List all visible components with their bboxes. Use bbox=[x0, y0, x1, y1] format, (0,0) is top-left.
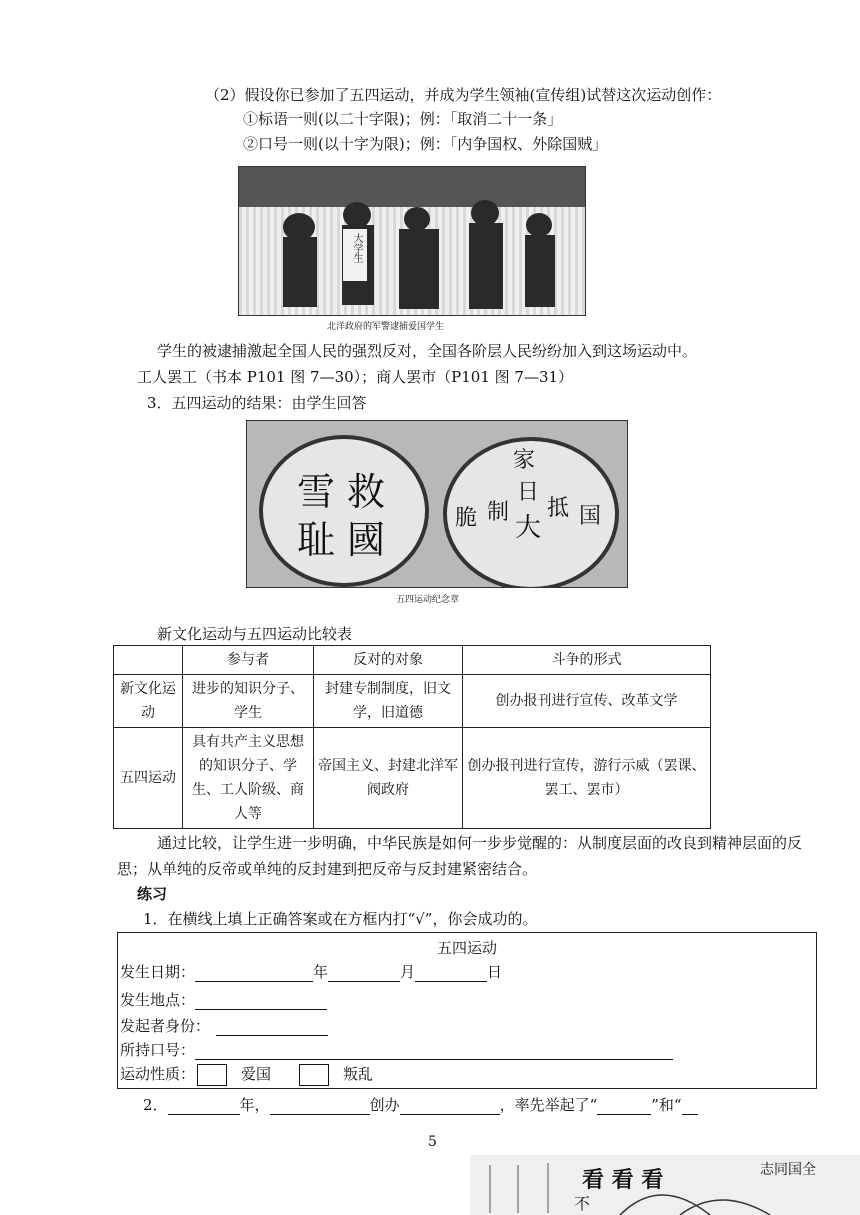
box-title: 五四运动 bbox=[436, 939, 497, 957]
poster-text-look: 看 看 看 bbox=[582, 1167, 664, 1193]
medal-right bbox=[443, 437, 619, 588]
medal-right-char-1: 家 bbox=[513, 448, 536, 473]
q2-raised-label: ，率先举起了“ bbox=[499, 1096, 598, 1114]
task-item-2: ②口号一则(以十字为限)；例：「内争国权、外除国贼」 bbox=[243, 135, 608, 153]
poster-text-not: 不 bbox=[574, 1194, 591, 1213]
page-number: 5 bbox=[428, 1134, 437, 1150]
table-header-form: 斗争的形式 bbox=[463, 646, 711, 675]
photo-sign-text: 大学生 bbox=[351, 233, 362, 263]
handwritten-poster-image bbox=[470, 1155, 860, 1215]
table-header-opposed: 反对的对象 bbox=[314, 646, 463, 675]
task-intro: （2）假设你已参加了五四运动，并成为学生领袖(宣传组)试替这次运动创作： bbox=[205, 86, 722, 104]
patriotic-label: 爱国 bbox=[241, 1065, 272, 1083]
identity-blank[interactable] bbox=[216, 1021, 328, 1036]
table-cell: 具有共产主义思想的知识分子、学生、工人阶级、商人等 bbox=[183, 728, 314, 829]
table-cell: 封建专制制度，旧文学，旧道德 bbox=[314, 675, 463, 728]
nature-label: 运动性质： bbox=[120, 1065, 196, 1083]
year-blank[interactable] bbox=[195, 967, 313, 982]
date-label: 发生日期： bbox=[120, 963, 196, 981]
place-label: 发生地点： bbox=[120, 991, 196, 1009]
question-1: 1．在横线上填上正确答案或在方框内打“√”，你会成功的。 bbox=[143, 910, 538, 928]
medal-left-char-4: 國 bbox=[347, 518, 386, 562]
medal-left-char-3: 耻 bbox=[297, 518, 336, 562]
medal-right-char-3: 抵 bbox=[547, 496, 570, 521]
medal-right-char-6: 国 bbox=[579, 504, 602, 529]
arrest-photo bbox=[238, 166, 586, 316]
exercise-heading: 练习 bbox=[137, 885, 168, 903]
medal-right-char-2: 日 bbox=[517, 480, 540, 505]
conclusion-paragraph: 通过比较，让学生进一步明确，中华民族是如何一步步觉醒的：从制度层面的改良到精神层面的反思；从单纯的反帝或单纯的反封建到把反帝与反封建紧密结合。 bbox=[117, 834, 803, 878]
question-2 bbox=[143, 1094, 698, 1115]
q2-blank-banner-1[interactable] bbox=[597, 1100, 651, 1115]
table-title: 新文化运动与五四运动比较表 bbox=[157, 625, 353, 643]
year-label: 年 bbox=[313, 963, 329, 981]
medal-right-char-5: 脆 bbox=[455, 506, 478, 531]
q2-blank-person[interactable] bbox=[270, 1100, 370, 1115]
slogan-blank[interactable] bbox=[195, 1045, 673, 1060]
q2-blank-journal[interactable] bbox=[400, 1100, 500, 1115]
arrest-photo-drawing bbox=[239, 167, 585, 315]
section-3-heading: 3．五四运动的结果：由学生回答 bbox=[147, 394, 367, 412]
day-label: 日 bbox=[487, 963, 503, 981]
slogan-label: 所持口号： bbox=[120, 1041, 196, 1059]
month-blank[interactable] bbox=[328, 967, 400, 982]
medal-right-char-7: 大 bbox=[515, 513, 542, 543]
day-blank[interactable] bbox=[415, 967, 487, 982]
q2-founded-label: 创办 bbox=[369, 1096, 400, 1114]
paragraph-2: 工人罢工（书本 P101 图 7—30）；商人罢市（P101 图 7—31） bbox=[137, 368, 574, 386]
q2-blank-year[interactable] bbox=[168, 1100, 240, 1115]
table-header-row bbox=[114, 646, 711, 675]
table-cell: 创办报刊进行宣传、改革文学 bbox=[463, 675, 711, 728]
table-header-blank bbox=[114, 646, 183, 675]
identity-label: 发起者身份： bbox=[120, 1017, 211, 1035]
figure-2-caption: 五四运动纪念章 bbox=[396, 595, 460, 605]
table-row bbox=[114, 728, 711, 829]
q2-and-label: ”和“ bbox=[651, 1096, 682, 1114]
q2-year-label: 年， bbox=[239, 1096, 270, 1114]
task-item-1: ①标语一则(以二十字限)；例：「取消二十一条」 bbox=[243, 110, 563, 128]
q2-blank-banner-2[interactable] bbox=[682, 1100, 698, 1115]
rebellion-label: 叛乱 bbox=[343, 1065, 374, 1083]
table-cell: 创办报刊进行宣传，游行示威（罢课、罢工、罢市） bbox=[463, 728, 711, 829]
place-blank[interactable] bbox=[195, 995, 327, 1010]
medal-left bbox=[259, 435, 429, 587]
q2-number: 2． bbox=[143, 1096, 168, 1114]
exercise-box bbox=[117, 932, 817, 1089]
poster-text-right: 志同国全 bbox=[760, 1162, 816, 1178]
place-line bbox=[120, 989, 327, 1010]
patriotic-checkbox[interactable] bbox=[197, 1064, 227, 1086]
table-cell: 五四运动 bbox=[114, 728, 183, 829]
table-cell: 进步的知识分子、学生 bbox=[183, 675, 314, 728]
identity-line bbox=[120, 1015, 328, 1036]
medal-left-char-2: 救 bbox=[347, 470, 386, 514]
slogan-line bbox=[120, 1039, 673, 1060]
rebellion-checkbox[interactable] bbox=[299, 1064, 329, 1086]
month-label: 月 bbox=[400, 963, 416, 981]
nature-line bbox=[120, 1063, 373, 1086]
paragraph-1: 学生的被逮捕激起全国人民的强烈反对，全国各阶层人民纷纷加入到这场运动中。 bbox=[157, 342, 698, 360]
table-cell: 新文化运动 bbox=[114, 675, 183, 728]
table-header-participants: 参与者 bbox=[183, 646, 314, 675]
medal-right-char-4: 制 bbox=[487, 500, 510, 525]
figure-1-caption: 北洋政府的军警逮捕爱国学生 bbox=[327, 322, 445, 332]
medal-left-char-1: 雪 bbox=[297, 470, 336, 514]
medal-photo bbox=[246, 420, 628, 588]
table-row bbox=[114, 675, 711, 728]
date-line bbox=[120, 961, 502, 982]
table-cell: 帝国主义、封建北洋军阀政府 bbox=[314, 728, 463, 829]
comparison-table bbox=[113, 645, 711, 829]
